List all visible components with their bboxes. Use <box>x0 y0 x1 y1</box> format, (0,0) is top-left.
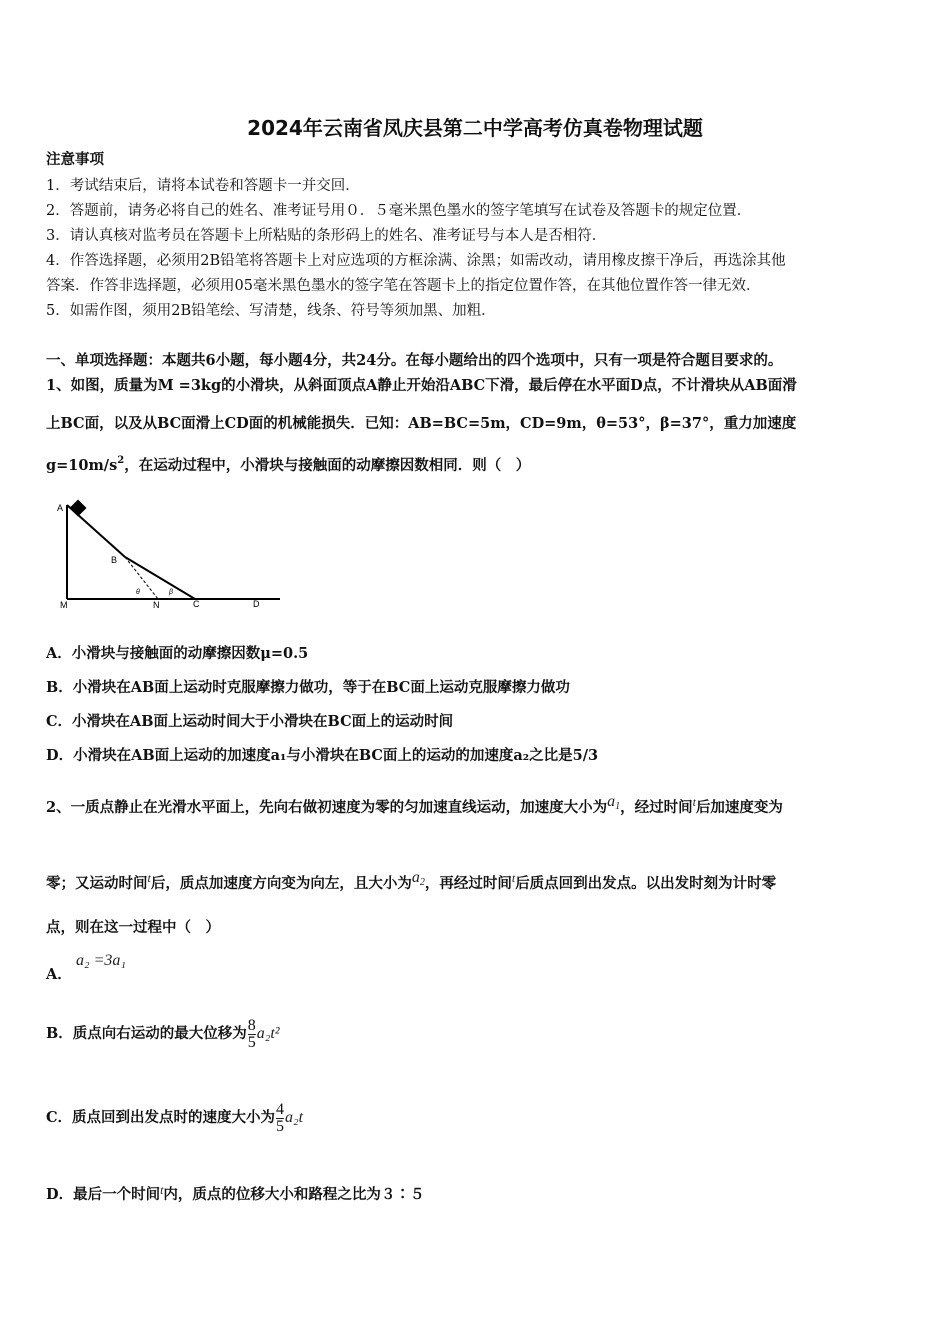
label-beta: β <box>169 589 173 596</box>
label-d: D <box>253 599 260 609</box>
slider-block <box>70 500 87 517</box>
q2-stem-line3: 点，则在这一过程中（ ） <box>46 919 220 936</box>
q1-option-a: A．小滑块与接触面的动摩擦因数μ=0.5 <box>46 645 309 662</box>
q1-stem-line1: 1、如图，质量为M =3kg的小滑块，从斜面顶点A静止开始沿ABC下滑，最后停在水平面D点，不计滑块从AB面滑 <box>46 377 797 394</box>
q2-stem-line2 <box>46 868 776 894</box>
q1-exponent: 2 <box>117 455 125 466</box>
q1-option-b: B．小滑块在AB面上运动时克服摩擦力做功，等于在BC面上运动克服摩擦力做功 <box>46 679 570 696</box>
q2-a2-symbol: $a_2$ <box>411 869 425 888</box>
q2-option-a-expr: a₂ =3a₁ <box>76 952 126 969</box>
dashed-bn <box>125 557 158 599</box>
q2-t-symbol: t <box>147 871 151 885</box>
notice-item: 2．答题前，请务必将自己的姓名、准考证号用０．５毫米黑色墨水的签字笔填写在试卷及答题卡的规定位置． <box>46 203 752 219</box>
fraction: $\frac{4}{5}$ <box>276 1100 285 1135</box>
q2-stem-line1 <box>46 792 783 818</box>
q2-text: 后，质点加速度方向变为向左，且大小为 <box>150 875 412 892</box>
notice-item: 3．请认真核对监考员在答题卡上所粘贴的条形码上的姓名、准考证号与本人是否相符． <box>46 228 607 244</box>
q2-a1-symbol: $a_1$ <box>607 793 621 812</box>
q2-option-c-expr: a₂t <box>285 1109 304 1126</box>
label-n: N <box>153 600 160 610</box>
notice-item: 4．作答选择题，必须用2B铅笔将答题卡上对应选项的方框涂满、涂黑；如需改动，请用橡皮擦干净后，再选涂其他 <box>46 253 786 269</box>
q2-text: 2、一质点静止在光滑水平面上，先向右做初速度为零的匀加速直线运动，加速度大小为 <box>46 799 608 816</box>
q2-option-a-label: A． <box>46 966 72 983</box>
q2-text: 后加速度变为 <box>695 799 783 816</box>
notice-heading: 注意事项 <box>46 151 104 168</box>
q2-option-c <box>46 1096 303 1140</box>
page-title: 2024年云南省凤庆县第二中学高考仿真卷物理试题 <box>247 116 703 140</box>
incline-diagram <box>55 497 290 612</box>
q2-t-symbol: t <box>160 1183 164 1197</box>
q2-text: ，再经过时间 <box>424 875 512 892</box>
q2-text: ，经过时间 <box>620 799 693 816</box>
label-theta: θ <box>136 589 140 596</box>
q1-gravity-value: g=10m/s <box>46 457 118 474</box>
label-m: M <box>60 600 68 610</box>
notice-item: 1．考试结束后，请将本试卷和答题卡一并交回． <box>46 178 360 194</box>
label-b: B <box>111 555 118 565</box>
label-a: A <box>57 503 64 513</box>
q1-option-d: D．小滑块在AB面上运动的加速度a₁与小滑块在BC面上的运动的加速度a₂之比是5/3 <box>46 747 599 764</box>
label-c: C <box>193 599 200 609</box>
q2-option-d-text: D．最后一个时间 <box>46 1186 161 1203</box>
section-heading: 一、单项选择题：本题共6小题，每小题4分，共24分。在每小题给出的四个选项中，只有一项是符合题目要求的。 <box>46 352 783 369</box>
fraction: $\frac{8}{5}$ <box>247 1016 256 1051</box>
q2-option-b-expr: a₂t² <box>256 1025 280 1042</box>
q1-option-c: C．小滑块在AB面上运动时间大于小滑块在BC面上的运动时间 <box>46 713 454 730</box>
q2-text: 后质点回到出发点。以出发时刻为计时零 <box>515 875 777 892</box>
q2-t-symbol: t <box>511 871 516 885</box>
notice-item: 答案．作答非选择题，必须用05毫米黑色墨水的签字笔在答题卡上的指定位置作答，在其他位置作答一律无效． <box>46 278 761 294</box>
q2-option-c-text: C．质点回到出发点时的速度大小为 <box>46 1109 276 1126</box>
q1-stem-tail: ，在运动过程中，小滑块与接触面的动摩擦因数相同．则（ ） <box>124 457 531 474</box>
q1-stem-line3 <box>46 451 530 476</box>
q1-stem-line2: 上BC面，以及从BC面滑上CD面的机械能损失．已知：AB=BC=5m，CD=9m，θ=53°，β=37°，重力加速度 <box>46 415 797 432</box>
q2-option-d-text: 内，质点的位移大小和路程之比为３∶５ <box>163 1186 425 1203</box>
q2-option-d <box>46 1180 424 1205</box>
q2-text: 零；又运动时间 <box>46 875 148 892</box>
notice-item: 5．如需作图，须用2B铅笔绘、写清楚，线条、符号等须加黑、加粗． <box>46 303 496 319</box>
q2-option-b <box>46 1012 280 1056</box>
q2-option-b-text: B．质点向右运动的最大位移为 <box>46 1025 247 1042</box>
q2-t-symbol: t <box>692 795 696 809</box>
